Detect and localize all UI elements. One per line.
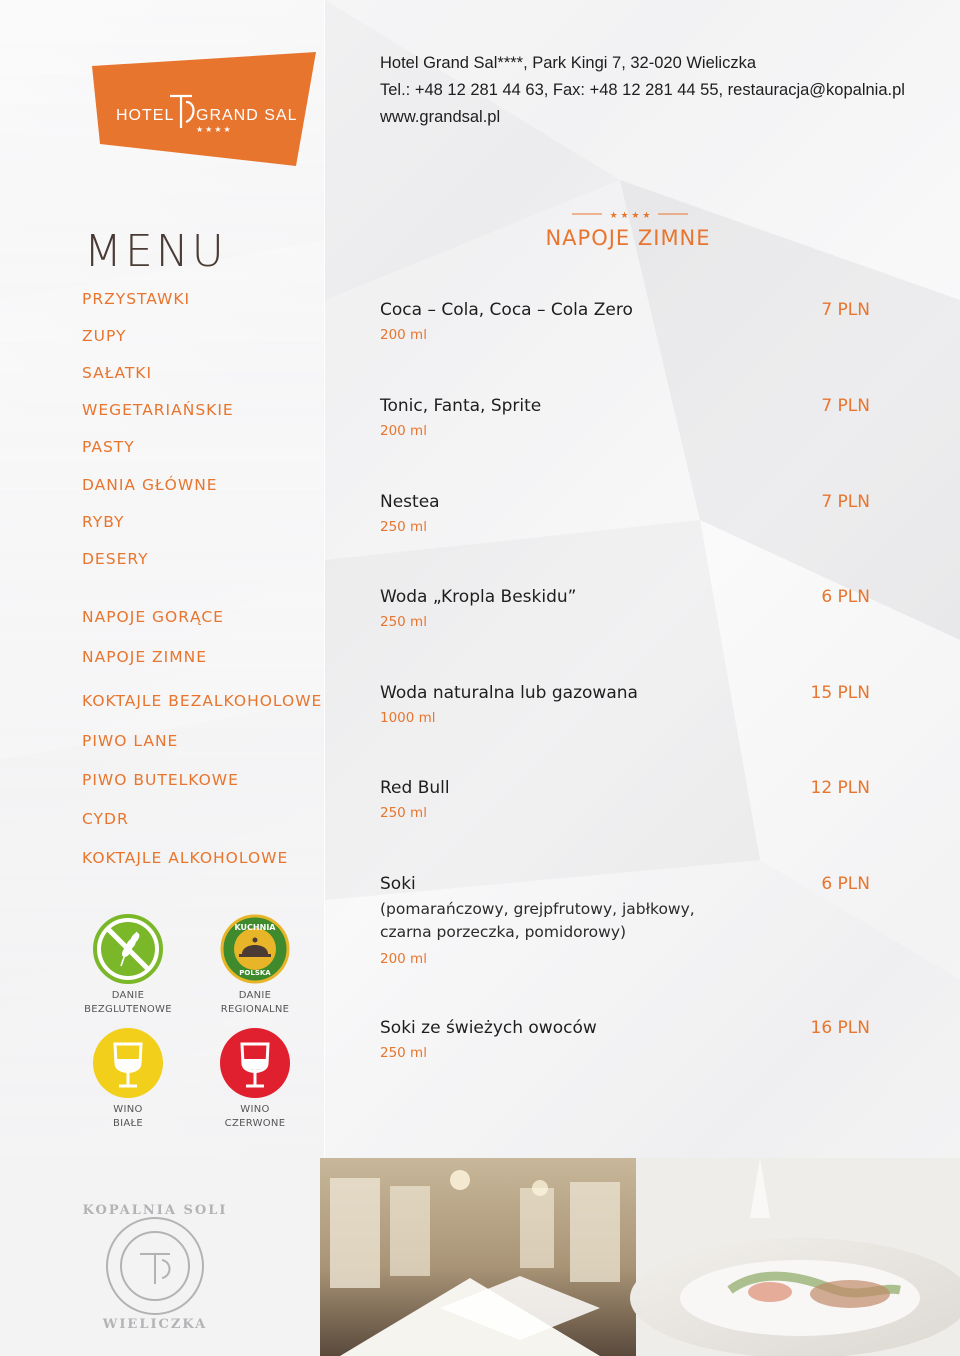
menu-title: MENU: [84, 226, 227, 277]
contact-website[interactable]: www.grandsal.pl: [380, 108, 501, 126]
menu-item: [380, 778, 870, 821]
item-name: Tonic, Fanta, Sprite: [380, 396, 542, 416]
nav-item-dania-glowne[interactable]: DANIA GŁÓWNE: [82, 476, 218, 494]
section-title: NAPOJE ZIMNE: [545, 226, 711, 250]
nav-item-koktajle-alkoholowe[interactable]: KOKTAJLE ALKOHOLOWE: [82, 849, 289, 867]
item-name: Red Bull: [380, 778, 450, 798]
nav-item-piwo-butelkowe[interactable]: PIWO BUTELKOWE: [82, 771, 239, 789]
menu-item: [380, 300, 870, 343]
item-name: Soki: [380, 874, 416, 894]
item-volume: 250 ml: [380, 614, 427, 630]
item-name: Nestea: [380, 492, 440, 512]
menu-item: [380, 587, 870, 630]
contact-phone-email: Tel.: +48 12 281 44 63, Fax: +48 12 281 44 55, restauracja@kopalnia.pl: [380, 81, 905, 99]
nav-item-zupy[interactable]: ZUPY: [82, 327, 127, 345]
nav-item-cydr[interactable]: CYDR: [82, 810, 129, 828]
nav-item-koktajle-bezalkoholowe[interactable]: KOKTAJLE BEZALKOHOLOWE: [82, 692, 323, 710]
section-ornament: [572, 207, 688, 221]
dish-photo: [630, 1158, 960, 1356]
nav-item-napoje-zimne[interactable]: NAPOJE ZIMNE: [82, 648, 207, 666]
item-price: 6 PLN: [821, 874, 870, 894]
svg-text:KUCHNIA: KUCHNIA: [234, 923, 276, 932]
white-wine-icon: [93, 1028, 163, 1098]
menu-item: [380, 396, 870, 439]
item-volume: 200 ml: [380, 951, 427, 967]
nav-item-desery[interactable]: DESERY: [82, 550, 149, 568]
salt-mine-seal-icon: [107, 1218, 203, 1314]
gluten-free-icon: [93, 914, 163, 984]
seal-text-bottom: WIELICZKA: [102, 1317, 208, 1332]
nav-item-ryby[interactable]: RYBY: [82, 513, 125, 531]
menu-item: [380, 874, 870, 967]
logo-text-right: GRAND SAL: [196, 107, 298, 124]
menu-item: [380, 1018, 870, 1061]
logo-stars: ★★★★: [196, 125, 233, 134]
item-volume: 250 ml: [380, 805, 427, 821]
nav-item-piwo-lane[interactable]: PIWO LANE: [82, 732, 179, 750]
nav-item-wegetarianskie[interactable]: WEGETARIAŃSKIE: [82, 401, 234, 419]
legend-caption-red-wine: WINO CZERWONE: [224, 1104, 286, 1129]
item-volume: 200 ml: [380, 327, 427, 343]
restaurant-photo: [320, 1158, 636, 1356]
sidebar: [0, 0, 325, 1160]
menu-item: [380, 492, 870, 535]
nav-item-przystawki[interactable]: PRZYSTAWKI: [82, 290, 191, 308]
kuchnia-polska-icon: [220, 914, 290, 984]
item-price: 7 PLN: [821, 300, 870, 320]
legend-caption-regional: DANIE REGIONALNE: [220, 990, 290, 1015]
item-price: 16 PLN: [810, 1018, 870, 1038]
item-price: 12 PLN: [810, 778, 870, 798]
svg-text:POLSKA: POLSKA: [239, 969, 271, 977]
item-price: 6 PLN: [821, 587, 870, 607]
item-name: Woda naturalna lub gazowana: [380, 683, 638, 703]
item-volume: 250 ml: [380, 519, 427, 535]
item-name: Soki ze świeżych owoców: [380, 1018, 597, 1038]
svg-text:★ ★ ★ ★: ★ ★ ★ ★: [609, 211, 651, 221]
menu-item: [380, 683, 870, 726]
hotel-logo: [92, 52, 318, 166]
nav-item-salatki[interactable]: SAŁATKI: [82, 364, 153, 382]
contact-address: Hotel Grand Sal****, Park Kingi 7, 32-020 Wieliczka: [380, 54, 757, 72]
contact-info: [380, 50, 905, 131]
nav-item-napoje-gorace[interactable]: NAPOJE GORĄCE: [82, 608, 224, 626]
item-price: 7 PLN: [821, 492, 870, 512]
footer-photo-strip: [0, 1158, 960, 1356]
item-price: 7 PLN: [821, 396, 870, 416]
item-name: Coca – Cola, Coca – Cola Zero: [380, 300, 633, 320]
legend-caption-white-wine: WINO BIAŁE: [112, 1104, 144, 1129]
seal-text-top: KOPALNIA SOLI: [82, 1203, 228, 1218]
legend-caption-gluten-free: DANIE BEZGLUTENOWE: [84, 990, 172, 1015]
nav-item-pasty[interactable]: PASTY: [82, 438, 135, 456]
item-name: Woda „Kropla Beskidu”: [380, 587, 577, 607]
item-volume: 250 ml: [380, 1045, 427, 1061]
item-price: 15 PLN: [810, 683, 870, 703]
logo-text-left: HOTEL: [116, 107, 175, 124]
red-wine-icon: [220, 1028, 290, 1098]
item-volume: 1000 ml: [380, 710, 436, 726]
item-volume: 200 ml: [380, 423, 427, 439]
item-description: (pomarańczowy, grejpfrutowy, jabłkowy, czarna porzeczka, pomidorowy): [380, 900, 695, 941]
